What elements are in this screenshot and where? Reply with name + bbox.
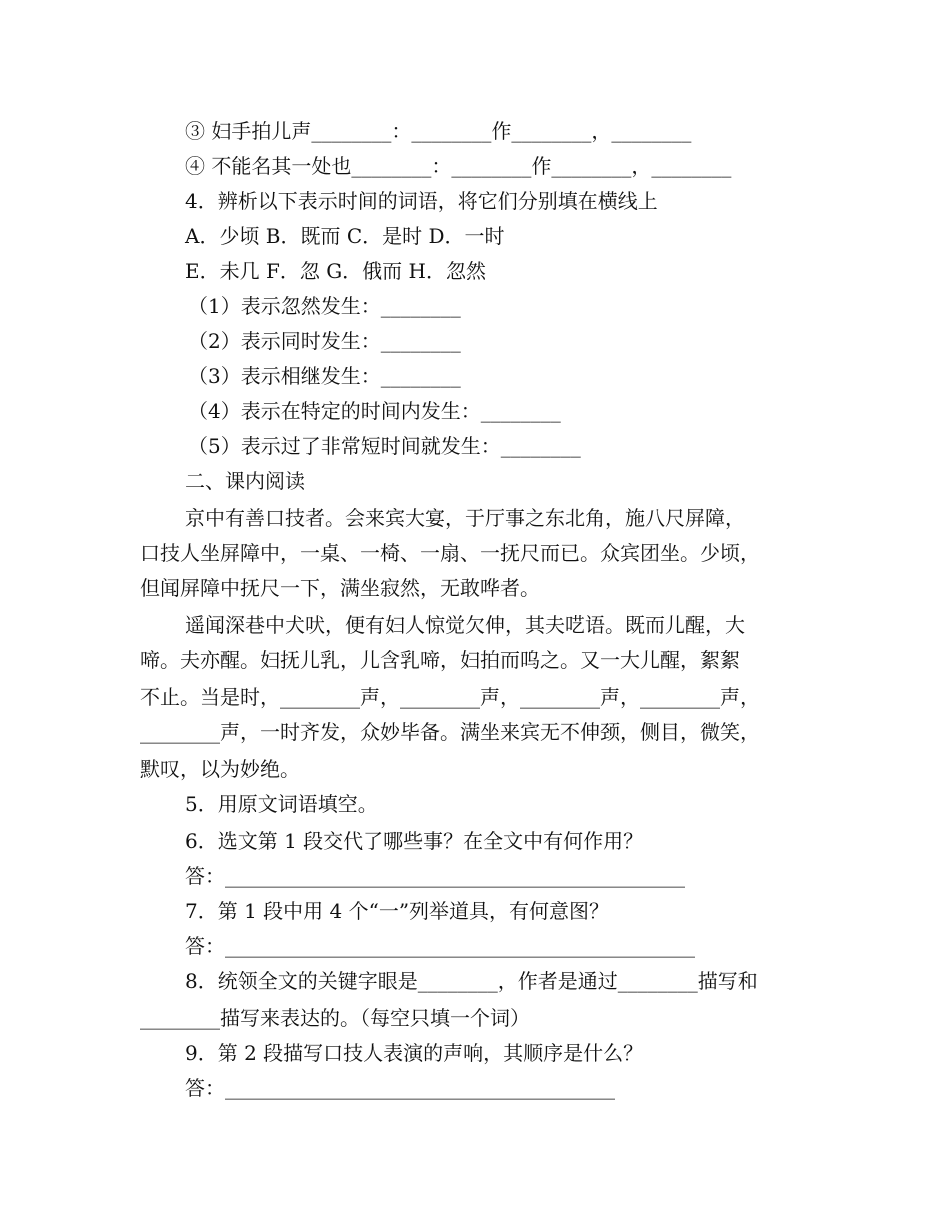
question-4: 4．辨析以下表示时间的词语，将它们分别填在横线上 xyxy=(185,189,658,213)
question-5: 5．用原文词语填空。 xyxy=(185,792,378,816)
sub-question-3: （3）表示相继发生：________ xyxy=(188,364,461,388)
vocab-item-3: ③ 妇手拍儿声________：________作________，________ xyxy=(185,119,692,143)
passage-p2-line4: ________声，一时齐发，众妙毕备。满坐来宾无不伸颈，侧目，微笑， xyxy=(140,720,760,744)
section-heading: 二、课内阅读 xyxy=(185,469,305,493)
options-row-1: A．少顷 B．既而 C．是时 D．一时 xyxy=(185,224,505,248)
options-row-2: E．未几 F．忽 G．俄而 H．忽然 xyxy=(185,259,486,283)
passage-p2-line2: 啼。夫亦醒。妇抚儿乳，儿含乳啼，妇拍而呜之。又一大儿醒，絮絮 xyxy=(140,648,740,672)
question-9: 9．第 2 段描写口技人表演的声响，其顺序是什么？ xyxy=(185,1041,644,1065)
answer-line-7: 答：_______________________________________________ xyxy=(185,934,695,958)
sub-question-5: （5）表示过了非常短时间就发生：________ xyxy=(188,434,581,458)
passage-p2-line5: 默叹，以为妙绝。 xyxy=(140,757,300,781)
question-7: 7．第 1 段中用 4 个“一”列举道具，有何意图？ xyxy=(185,899,610,923)
question-8-line1: 8．统领全文的关键字眼是________，作者是通过________描写和 xyxy=(185,969,758,993)
passage-p2-line3: 不止。当是时，________声，________声，________声，________声， xyxy=(140,685,760,709)
sub-question-2: （2）表示同时发生：________ xyxy=(188,329,461,353)
answer-line-6: 答：______________________________________________ xyxy=(185,864,685,888)
passage-p1-line1: 京中有善口技者。会来宾大宴，于厅事之东北角，施八尺屏障， xyxy=(185,506,745,530)
vocab-item-4: ④ 不能名其一处也________：________作________，________ xyxy=(185,154,732,178)
passage-p2-line1: 遥闻深巷中犬吠，便有妇人惊觉欠伸，其夫呓语。既而儿醒，大 xyxy=(185,613,745,637)
sub-question-1: （1）表示忽然发生：________ xyxy=(188,294,461,318)
sub-question-4: （4）表示在特定的时间内发生：________ xyxy=(188,399,561,423)
passage-p1-line2: 口技人坐屏障中，一桌、一椅、一扇、一抚尺而已。众宾团坐。少顷， xyxy=(140,541,760,565)
question-8-line2: ________描写来表达的。（每空只填一个词） xyxy=(140,1006,530,1030)
question-6: 6．选文第 1 段交代了哪些事？在全文中有何作用？ xyxy=(185,829,644,853)
passage-p1-line3: 但闻屏障中抚尺一下，满坐寂然，无敢哗者。 xyxy=(140,576,540,600)
answer-line-9: 答：_______________________________________ xyxy=(185,1076,615,1100)
